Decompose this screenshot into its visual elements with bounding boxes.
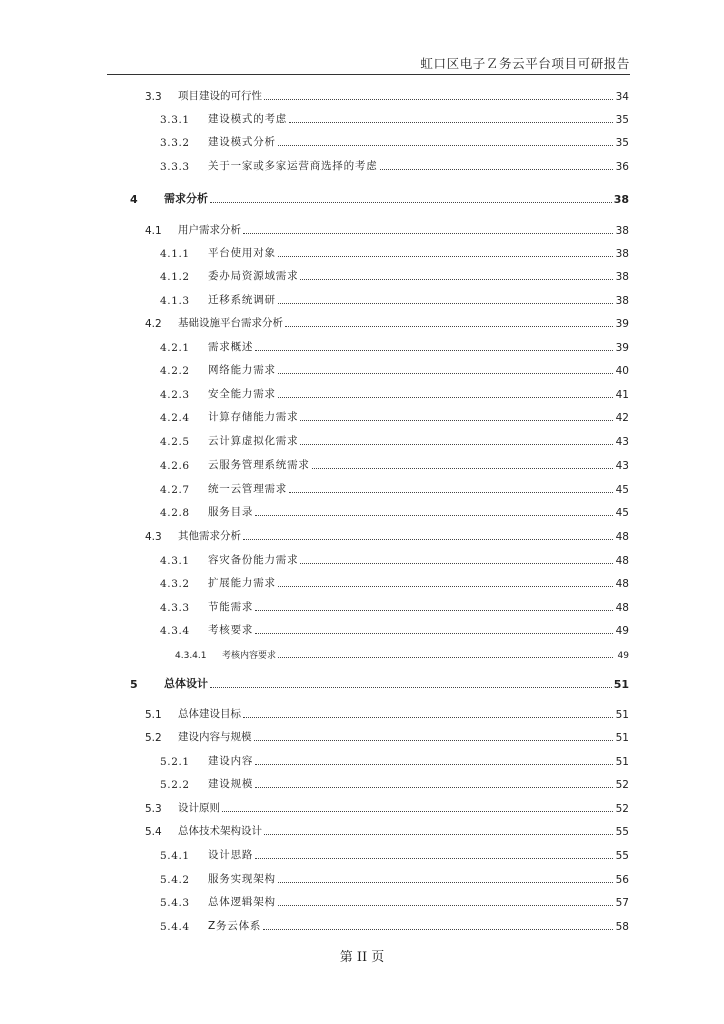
toc-entry[interactable] xyxy=(145,799,629,815)
toc-dot-leader xyxy=(380,169,614,170)
toc-entry[interactable] xyxy=(160,917,629,933)
toc-entry-page: 36 xyxy=(615,161,629,173)
toc-entry-number: 5.2 xyxy=(145,732,162,744)
toc-entry-number: 4.1.1 xyxy=(160,248,190,260)
toc-entry-page: 51 xyxy=(615,756,629,768)
toc-entry-number: 5.3 xyxy=(145,803,162,815)
toc-entry-title: 需求概述 xyxy=(208,341,254,353)
toc-entry[interactable] xyxy=(160,574,629,590)
toc-entry-number: 4.3.2 xyxy=(160,578,190,590)
toc-entry-title: 建设模式分析 xyxy=(208,136,276,148)
toc-dot-leader xyxy=(300,420,613,421)
toc-entry[interactable] xyxy=(160,110,629,126)
toc-entry-number: 5.1 xyxy=(145,709,162,721)
toc-entry-page: 49 xyxy=(615,625,629,637)
toc-entry-number: 4.3 xyxy=(145,531,162,543)
toc-entry-page: 38 xyxy=(615,225,629,237)
toc-entry-page: 57 xyxy=(615,897,629,909)
toc-entry[interactable] xyxy=(160,385,629,401)
toc-entry[interactable] xyxy=(160,752,629,768)
toc-entry-number: 4.3.4.1 xyxy=(175,651,207,661)
toc-entry-page: 51 xyxy=(613,678,629,691)
toc-entry-page: 34 xyxy=(615,91,629,103)
toc-dot-leader xyxy=(210,202,612,203)
toc-dot-leader xyxy=(263,929,613,930)
toc-entry-page: 43 xyxy=(615,436,629,448)
page-number: 第 II 页 xyxy=(339,950,385,965)
toc-entry-number: 4.1.3 xyxy=(160,295,190,307)
toc-entry-number: 3.3.2 xyxy=(160,137,190,149)
toc-entry-page: 41 xyxy=(615,389,629,401)
toc-entry-page: 35 xyxy=(615,114,629,126)
page-header-title: 虹口区电子Ｚ务云平台项目可研报告 xyxy=(420,56,630,71)
toc-entry-page: 38 xyxy=(615,248,629,260)
toc-dot-leader xyxy=(255,787,613,788)
toc-entry[interactable] xyxy=(160,157,629,173)
toc-entry-number: 5.4.2 xyxy=(160,874,190,886)
toc-entry[interactable] xyxy=(160,408,629,424)
toc-entry-title: 总体设计 xyxy=(164,677,208,690)
toc-dot-leader xyxy=(243,717,613,718)
toc-entry-title: 建设内容 xyxy=(208,755,254,767)
toc-entry-page: 55 xyxy=(615,850,629,862)
toc-entry-title: 节能需求 xyxy=(208,601,254,613)
toc-entry-page: 38 xyxy=(613,193,629,206)
toc-entry[interactable] xyxy=(130,190,629,206)
toc-entry-number: 5.4.3 xyxy=(160,897,190,909)
toc-entry[interactable] xyxy=(160,361,629,377)
toc-entry-number: 4.2.5 xyxy=(160,436,190,448)
toc-entry-page: 49 xyxy=(617,651,629,661)
toc-dot-leader xyxy=(278,373,613,374)
toc-entry-number: 4.2.4 xyxy=(160,412,190,424)
toc-entry-title: 迁移系统调研 xyxy=(208,294,276,306)
toc-dot-leader xyxy=(278,905,613,906)
toc-entry[interactable] xyxy=(145,87,629,103)
toc-entry-page: 38 xyxy=(615,271,629,283)
toc-dot-leader xyxy=(312,468,613,469)
toc-entry-page: 42 xyxy=(615,412,629,424)
toc-entry-title: 服务目录 xyxy=(208,506,254,518)
toc-entry-page: 51 xyxy=(615,732,629,744)
toc-dot-leader xyxy=(243,233,613,234)
toc-entry-title: 委办局资源域需求 xyxy=(208,270,299,282)
toc-entry[interactable] xyxy=(145,221,629,237)
toc-entry-title: 项目建设的可行性 xyxy=(178,90,262,102)
toc-entry-number: 4 xyxy=(130,193,138,206)
toc-dot-leader xyxy=(278,657,613,658)
toc-entry-number: 5.2.2 xyxy=(160,779,190,791)
toc-dot-leader xyxy=(300,279,613,280)
toc-entry-title: 扩展能力需求 xyxy=(208,577,276,589)
toc-entry-number: 5.2.1 xyxy=(160,756,190,768)
toc-entry-page: 35 xyxy=(615,137,629,149)
toc-entry-number: 5.4.4 xyxy=(160,921,190,933)
toc-entry[interactable] xyxy=(160,621,629,637)
toc-entry-title: 容灾备份能力需求 xyxy=(208,554,299,566)
toc-entry-page: 43 xyxy=(615,460,629,472)
toc-dot-leader xyxy=(255,858,613,859)
toc-entry-page: 58 xyxy=(615,921,629,933)
toc-entry-title: 统一云管理需求 xyxy=(208,483,288,495)
toc-dot-leader xyxy=(264,99,613,100)
toc-entry[interactable] xyxy=(160,291,629,307)
toc-dot-leader xyxy=(255,610,613,611)
toc-dot-leader xyxy=(222,811,613,812)
toc-entry-number: 4.2.1 xyxy=(160,342,190,354)
toc-entry-number: 4.2.3 xyxy=(160,389,190,401)
toc-dot-leader xyxy=(255,515,613,516)
toc-entry[interactable] xyxy=(160,133,629,149)
toc-entry[interactable] xyxy=(160,338,629,354)
toc-dot-leader xyxy=(300,563,613,564)
toc-entry-title: 关于一家或多家运营商选择的考虑 xyxy=(208,160,378,172)
toc-entry-page: 39 xyxy=(615,342,629,354)
toc-entry[interactable] xyxy=(160,503,629,519)
toc-entry-title: 建设内容与规模 xyxy=(178,731,252,743)
toc-entry-number: 4.2.7 xyxy=(160,484,190,496)
toc-entry-number: 3.3.1 xyxy=(160,114,190,126)
toc-entry-number: 4.3.4 xyxy=(160,625,190,637)
toc-dot-leader xyxy=(300,444,613,445)
toc-entry-title: Z务云体系 xyxy=(208,920,262,932)
toc-entry[interactable] xyxy=(145,728,629,744)
toc-entry-page: 56 xyxy=(615,874,629,886)
toc-entry-number: 4.2.8 xyxy=(160,507,190,519)
toc-entry-number: 5 xyxy=(130,678,138,691)
toc-entry-page: 52 xyxy=(615,803,629,815)
toc-dot-leader xyxy=(289,122,613,123)
toc-entry-page: 48 xyxy=(615,555,629,567)
toc-entry-number: 3.3 xyxy=(145,91,162,103)
toc-dot-leader xyxy=(255,633,613,634)
toc-dot-leader xyxy=(254,740,614,741)
toc-entry-title: 建设规模 xyxy=(208,778,254,790)
toc-entry[interactable] xyxy=(145,822,629,838)
toc-entry[interactable] xyxy=(145,705,629,721)
toc-entry-page: 45 xyxy=(615,507,629,519)
toc-entry-number: 4.3.3 xyxy=(160,602,190,614)
toc-entry-title: 考核要求 xyxy=(208,624,254,636)
toc-entry[interactable] xyxy=(175,645,629,661)
toc-dot-leader xyxy=(289,492,613,493)
toc-dot-leader xyxy=(264,834,613,835)
toc-dot-leader xyxy=(278,397,613,398)
toc-entry-title: 设计原则 xyxy=(178,802,220,814)
toc-entry-title: 其他需求分析 xyxy=(178,530,241,542)
toc-entry-page: 48 xyxy=(615,602,629,614)
toc-entry-page: 48 xyxy=(615,578,629,590)
toc-dot-leader xyxy=(255,764,613,765)
toc-entry[interactable] xyxy=(145,527,629,543)
toc-entry-title: 服务实现架构 xyxy=(208,873,276,885)
toc-entry-page: 45 xyxy=(615,484,629,496)
toc-entry-number: 4.3.1 xyxy=(160,555,190,567)
toc-entry-title: 总体逻辑架构 xyxy=(208,896,276,908)
toc-entry-number: 4.1.2 xyxy=(160,271,190,283)
toc-dot-leader xyxy=(278,256,613,257)
toc-dot-leader xyxy=(210,687,612,688)
toc-entry-title: 总体建设目标 xyxy=(178,708,241,720)
toc-entry[interactable] xyxy=(160,870,629,886)
toc-entry-title: 基础设施平台需求分析 xyxy=(178,317,283,329)
toc-entry[interactable] xyxy=(160,267,629,283)
toc-entry-page: 55 xyxy=(615,826,629,838)
toc-entry-title: 总体技术架构设计 xyxy=(178,825,262,837)
toc-entry-page: 40 xyxy=(615,365,629,377)
toc-entry[interactable] xyxy=(160,244,629,260)
toc-dot-leader xyxy=(243,539,613,540)
toc-entry[interactable] xyxy=(160,432,629,448)
toc-entry-title: 网络能力需求 xyxy=(208,364,276,376)
toc-entry-page: 38 xyxy=(615,295,629,307)
toc-entry[interactable] xyxy=(130,675,629,691)
toc-entry[interactable] xyxy=(160,775,629,791)
toc-dot-leader xyxy=(255,350,613,351)
toc-entry[interactable] xyxy=(160,456,629,472)
toc-entry-number: 3.3.3 xyxy=(160,161,190,173)
toc-entry-title: 云计算虚拟化需求 xyxy=(208,435,299,447)
toc-entry-number: 4.2 xyxy=(145,318,162,330)
toc-entry[interactable] xyxy=(160,893,629,909)
toc-entry-title: 需求分析 xyxy=(164,192,208,205)
toc-entry-page: 48 xyxy=(615,531,629,543)
toc-entry-title: 用户需求分析 xyxy=(178,224,241,236)
toc-entry-title: 建设模式的考虑 xyxy=(208,113,288,125)
toc-entry-page: 51 xyxy=(615,709,629,721)
toc-dot-leader xyxy=(278,303,613,304)
toc-entry-number: 4.1 xyxy=(145,225,162,237)
toc-entry-title: 计算存储能力需求 xyxy=(208,411,299,423)
toc-entry[interactable] xyxy=(160,480,629,496)
toc-dot-leader xyxy=(285,326,613,327)
toc-entry-title: 安全能力需求 xyxy=(208,388,276,400)
toc-entry-number: 5.4 xyxy=(145,826,162,838)
toc-entry-title: 考核内容要求 xyxy=(222,651,277,661)
toc-entry-page: 52 xyxy=(615,779,629,791)
toc-entry-number: 4.2.2 xyxy=(160,365,190,377)
toc-dot-leader xyxy=(278,882,613,883)
toc-entry-title: 平台使用对象 xyxy=(208,247,276,259)
toc-entry[interactable] xyxy=(145,314,629,330)
toc-entry-number: 4.2.6 xyxy=(160,460,190,472)
toc-dot-leader xyxy=(278,586,613,587)
toc-entry[interactable] xyxy=(160,551,629,567)
toc-entry-number: 5.4.1 xyxy=(160,850,190,862)
toc-entry-page: 39 xyxy=(615,318,629,330)
toc-entry-title: 设计思路 xyxy=(208,849,254,861)
toc-entry[interactable] xyxy=(160,598,629,614)
toc-entry-title: 云服务管理系统需求 xyxy=(208,459,310,471)
toc-entry[interactable] xyxy=(160,846,629,862)
toc-dot-leader xyxy=(278,145,613,146)
